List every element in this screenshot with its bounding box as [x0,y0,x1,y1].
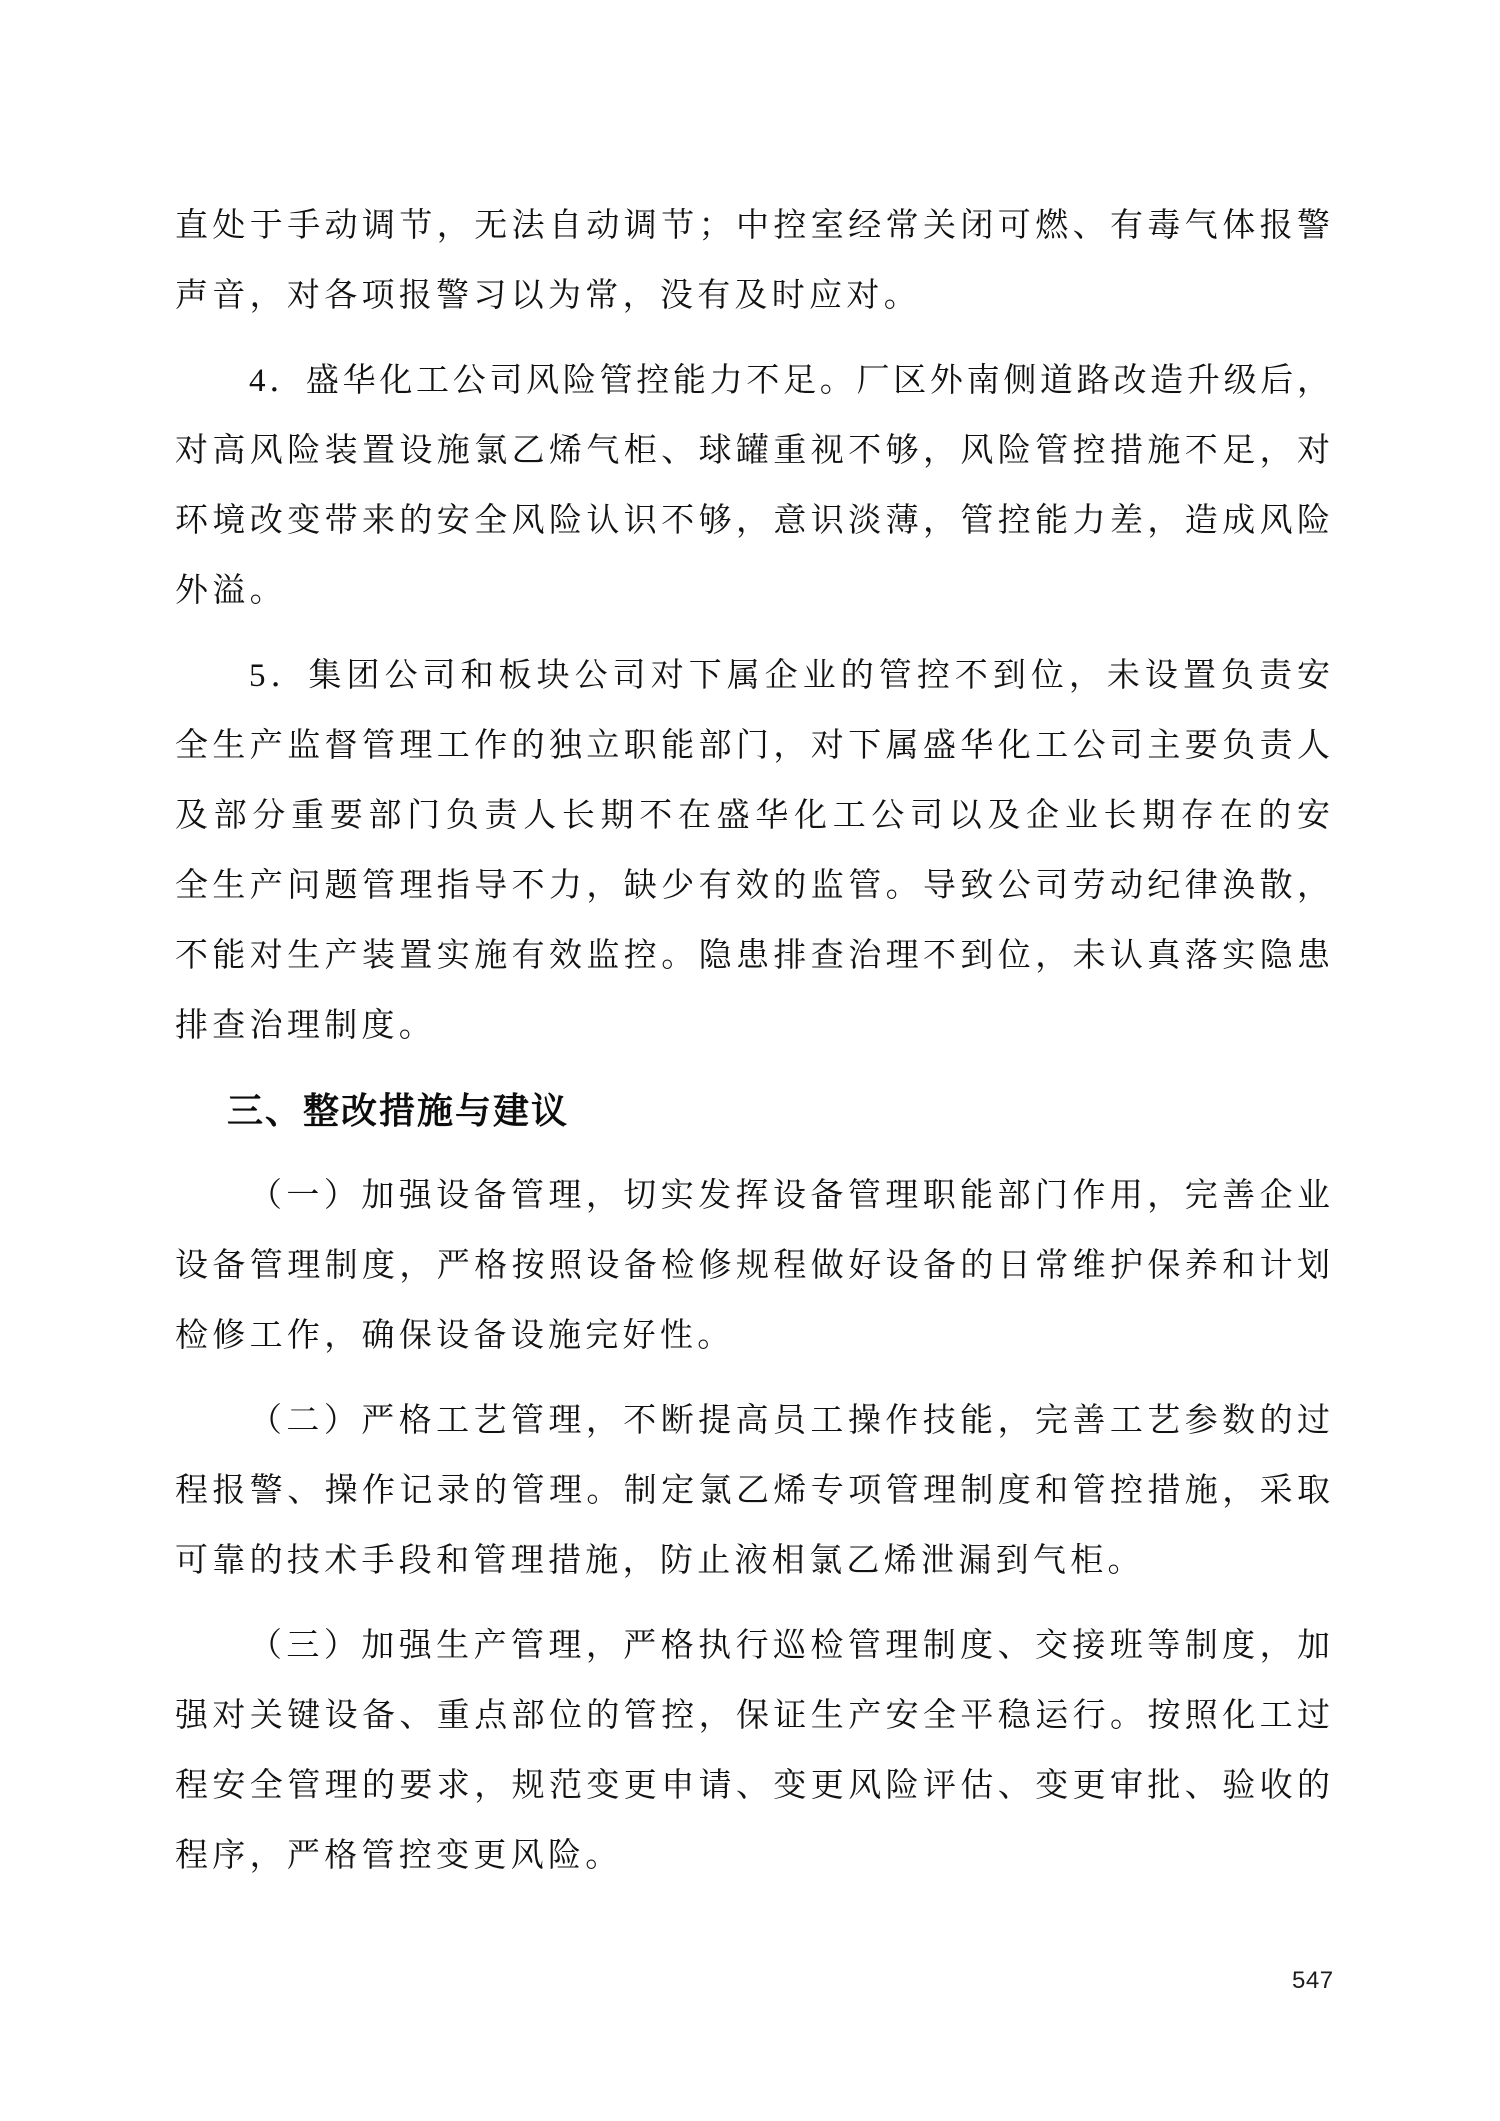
text-line: 4．盛华化工公司风险管控能力不足。厂区外南侧道路改造升级后， [249,363,1330,399]
text-line: 程序，严格管控变更风险。 [175,1838,623,1874]
text-line: 外溢。 [175,573,287,609]
paragraph [175,1611,1330,1891]
text-line: （一）加强设备管理，切实发挥设备管理职能部门作用，完善企业 [249,1178,1330,1214]
text-line: 直处于手动调节，无法自动调节；中控室经常关闭可燃、有毒气体报警 [175,208,1330,244]
text-line: 全生产问题管理指导不力，缺少有效的监管。导致公司劳动纪律涣散， [175,868,1330,904]
text-line: 环境改变带来的安全风险认识不够，意识淡薄，管控能力差，造成风险 [175,503,1330,539]
paragraph [175,641,1330,1061]
paragraph [175,1161,1330,1371]
paragraph [175,191,1330,331]
page-number: 547 [1292,1967,1334,1994]
document-body [175,191,1330,1906]
section-heading: 三、整改措施与建议 [227,1090,570,1131]
text-line: 5．集团公司和板块公司对下属企业的管控不到位，未设置负责安 [249,658,1330,694]
text-line: （二）严格工艺管理，不断提高员工操作技能，完善工艺参数的过 [249,1403,1330,1439]
text-line: 声音，对各项报警习以为常，没有及时应对。 [175,278,921,314]
text-line: 设备管理制度，严格按照设备检修规程做好设备的日常维护保养和计划 [175,1248,1330,1284]
paragraph [175,1386,1330,1596]
text-line: 检修工作，确保设备设施完好性。 [175,1318,735,1354]
text-line: 程报警、操作记录的管理。制定氯乙烯专项管理制度和管控措施，采取 [175,1473,1330,1509]
text-line: 全生产监督管理工作的独立职能部门，对下属盛华化工公司主要负责人 [175,728,1330,764]
text-line: 排查治理制度。 [175,1008,437,1044]
text-line: （三）加强生产管理，严格执行巡检管理制度、交接班等制度，加 [249,1628,1330,1664]
text-line: 可靠的技术手段和管理措施，防止液相氯乙烯泄漏到气柜。 [175,1543,1145,1579]
text-line: 对高风险装置设施氯乙烯气柜、球罐重视不够，风险管控措施不足，对 [175,433,1330,469]
paragraph [175,346,1330,626]
text-line: 不能对生产装置实施有效监控。隐患排查治理不到位，未认真落实隐患 [175,938,1330,974]
text-line: 及部分重要部门负责人长期不在盛华化工公司以及企业长期存在的安 [175,798,1330,834]
text-line: 程安全管理的要求，规范变更申请、变更风险评估、变更审批、验收的 [175,1768,1330,1804]
text-line: 强对关键设备、重点部位的管控，保证生产安全平稳运行。按照化工过 [175,1698,1330,1734]
